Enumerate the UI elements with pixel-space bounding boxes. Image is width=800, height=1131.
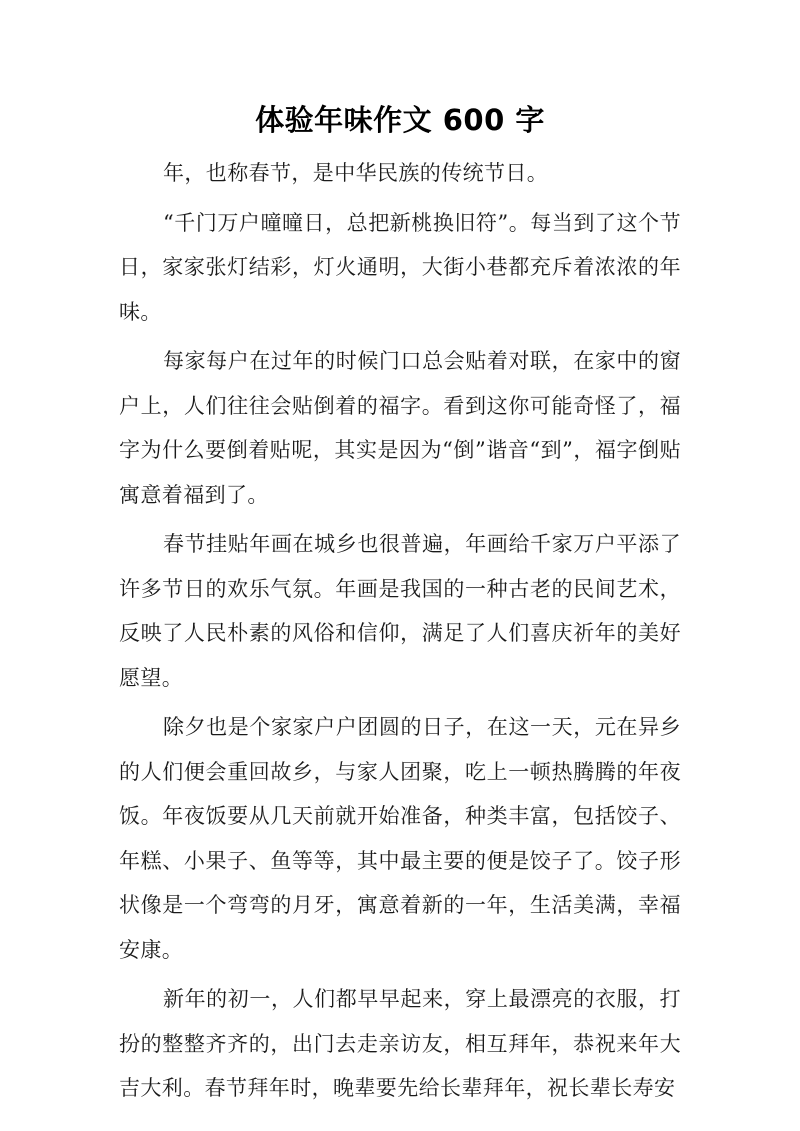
paragraph-2: “千门万户曈曈日，总把新桃换旧符”。每当到了这个节日，家家张灯结彩，灯火通明，大街小巷都充斥着浓浓的年味。 — [119, 210, 681, 324]
document-body — [119, 151, 681, 1116]
paragraph-6: 新年的初一，人们都早早起来，穿上最漂亮的衣服，打扮的整整齐齐的，出门去走亲访友，相互拜年，恭祝来年大吉大利。春节拜年时，晚辈要先给长辈拜年，祝长辈长寿安 — [119, 987, 681, 1100]
paragraph-5: 除夕也是个家家户户团圆的日子，在这一天，元在异乡的人们便会重回故乡，与家人团聚，吃上一顿热腾腾的年夜饭。年夜饭要从几天前就开始准备，种类丰富，包括饺子、年糕、小果子、鱼等等，其中最主要的便是饺子了。饺子形状像是一个弯弯的月牙，寓意着新的一年，生活美满，幸福安康。 — [119, 715, 681, 962]
paragraph-4: 春节挂贴年画在城乡也很普遍，年画给千家万户平添了许多节日的欢乐气氛。年画是我国的一种古老的民间艺术，反映了人民朴素的风俗和信仰，满足了人们喜庆祈年的美好愿望。 — [119, 532, 681, 690]
document-title: 体验年味作文 600 字 — [255, 103, 545, 137]
paragraph-1: 年，也称春节，是中华民族的传统节日。 — [163, 161, 549, 185]
paragraph-3: 每家每户在过年的时候门口总会贴着对联，在家中的窗户上，人们往往会贴倒着的福字。看到这你可能奇怪了，福字为什么要倒着贴呢，其实是因为“倒”谐音“到”，福字倒贴寓意着福到了。 — [119, 349, 681, 507]
